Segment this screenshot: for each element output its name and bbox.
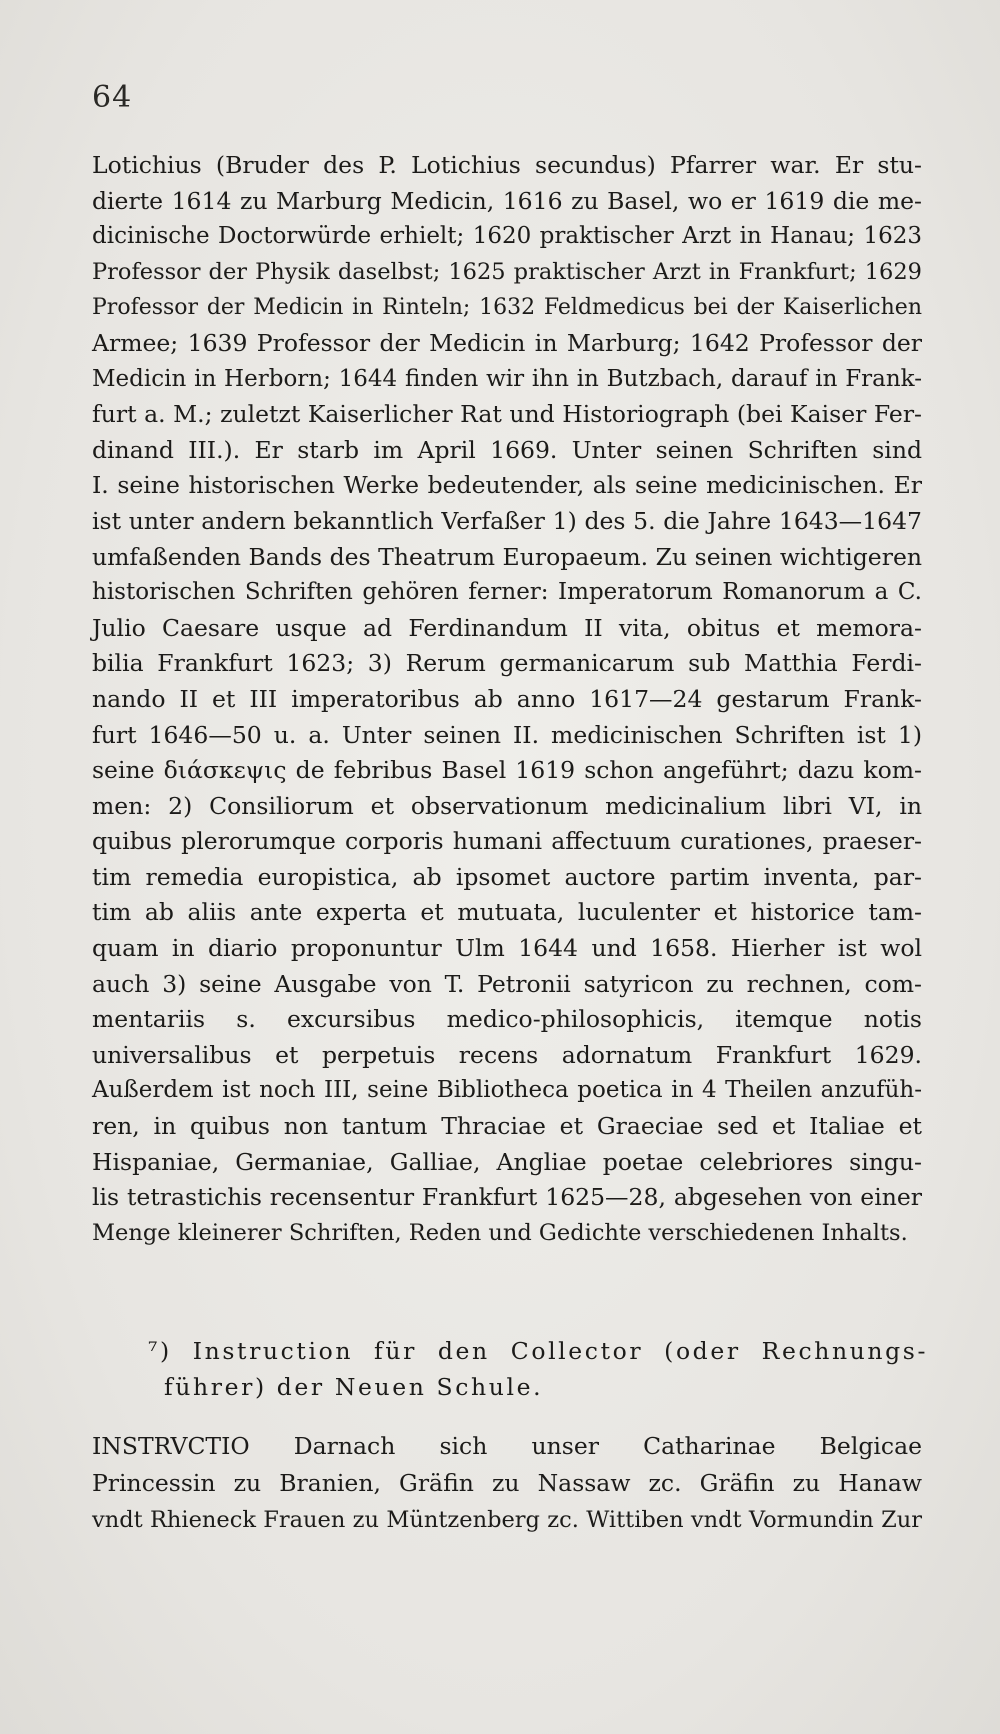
text-line: furt a. M.; zuletzt Kaiserlicher Rat und Historiograph (bei Kaiser Fer- bbox=[92, 400, 922, 429]
text-line: nando II et III imperatoribus ab anno 1617—24 gestarum Frank- bbox=[92, 684, 922, 713]
text-line: mentariis s. excursibus medico-philosophicis, itemque notis bbox=[92, 1005, 922, 1034]
text-line: tim ab aliis ante experta et mutuata, luculenter et historice tam- bbox=[92, 898, 922, 927]
text-line: Professor der Medicin in Rinteln; 1632 Feldmedicus bei der Kaiserlichen bbox=[92, 295, 922, 321]
text-line: Außerdem ist noch III, seine Bibliotheca poetica in 4 Theilen anzufüh- bbox=[92, 1077, 922, 1104]
text-line: seine διάσκεψις de febribus Basel 1619 schon angeführt; dazu kom- bbox=[92, 756, 922, 785]
text-line: Menge kleinerer Schriften, Reden und Gedichte verschiedenen Inhalts. bbox=[92, 1219, 908, 1246]
text-line: Julio Caesare usque ad Ferdinandum II vita, obitus et memora- bbox=[92, 613, 922, 642]
footnote-heading bbox=[148, 1334, 928, 1405]
text-line: ist unter andern bekanntlich Verfaßer 1) des 5. die Jahre 1643—1647 bbox=[92, 506, 922, 535]
text-line: Hispaniae, Germaniae, Galliae, Angliae poetae celebriores singu- bbox=[92, 1147, 922, 1176]
text-line: dicinische Doctorwürde erhielt; 1620 praktischer Arzt in Hanau; 1623 bbox=[92, 223, 922, 250]
page-number: 64 bbox=[92, 80, 133, 115]
text-line: I. seine historischen Werke bedeutender, als seine medicinischen. Er bbox=[92, 471, 922, 500]
footnote-line: ⁷) Instruction für den Collector (oder Rechnungs- bbox=[148, 1337, 928, 1365]
text-line: Lotichius (Bruder des P. Lotichius secundus) Pfarrer war. Er stu- bbox=[92, 151, 922, 179]
text-line: ren, in quibus non tantum Thraciae et Graeciae sed et Italiae et bbox=[92, 1112, 922, 1141]
footnote-line: führer) der Neuen Schule. bbox=[164, 1372, 544, 1401]
text-line: quibus plerorumque corporis humani affectuum curationes, praeser- bbox=[92, 827, 922, 856]
text-line: furt 1646—50 u. a. Unter seinen II. medicinischen Schriften ist 1) bbox=[92, 720, 922, 749]
text-line: dierte 1614 zu Marburg Medicin, 1616 zu Basel, wo er 1619 die me- bbox=[92, 186, 922, 215]
text-line: tim remedia europistica, ab ipsomet auctore partim inventa, par- bbox=[92, 862, 922, 891]
text-line: dinand III.). Er starb im April 1669. Unter seinen Schriften sind bbox=[92, 435, 922, 464]
text-line: men: 2) Consiliorum et observationum medicinalium libri VI, in bbox=[92, 791, 922, 820]
text-line: auch 3) seine Ausgabe von T. Petronii satyricon zu rechnen, com- bbox=[92, 969, 922, 998]
instructio-block bbox=[92, 1428, 922, 1539]
text-line: universalibus et perpetuis recens adornatum Frankfurt 1629. bbox=[92, 1040, 922, 1069]
text-line: bilia Frankfurt 1623; 3) Rerum germanicarum sub Matthia Ferdi- bbox=[92, 649, 922, 678]
text-line: lis tetrastichis recensentur Frankfurt 1625—28, abgesehen von einer bbox=[92, 1183, 922, 1212]
text-line: umfaßenden Bands des Theatrum Europaeum. Zu seinen wichtigeren bbox=[92, 542, 922, 571]
text-line: Medicin in Herborn; 1644 finden wir ihn in Butzbach, darauf in Frank- bbox=[92, 365, 922, 392]
instructio-line: Princessin zu Branien, Gräfin zu Nassaw zc. Gräfin zu Hanaw bbox=[92, 1469, 922, 1497]
text-line: quam in diario proponuntur Ulm 1644 und 1658. Hierher ist wol bbox=[92, 934, 922, 963]
instructio-line: vndt Rhieneck Frauen zu Müntzenberg zc. Wittiben vndt Vormundin Zur bbox=[92, 1507, 922, 1533]
main-text-block bbox=[92, 148, 922, 1251]
text-line: Professor der Physik daselbst; 1625 praktischer Arzt in Frankfurt; 1629 bbox=[92, 258, 922, 285]
text-line: Armee; 1639 Professor der Medicin in Marburg; 1642 Professor der bbox=[92, 328, 922, 357]
text-line: historischen Schriften gehören ferner: Imperatorum Romanorum a C. bbox=[92, 579, 922, 606]
instructio-line: INSTRVCTIO Darnach sich unser Catharinae Belgicae bbox=[92, 1432, 922, 1460]
